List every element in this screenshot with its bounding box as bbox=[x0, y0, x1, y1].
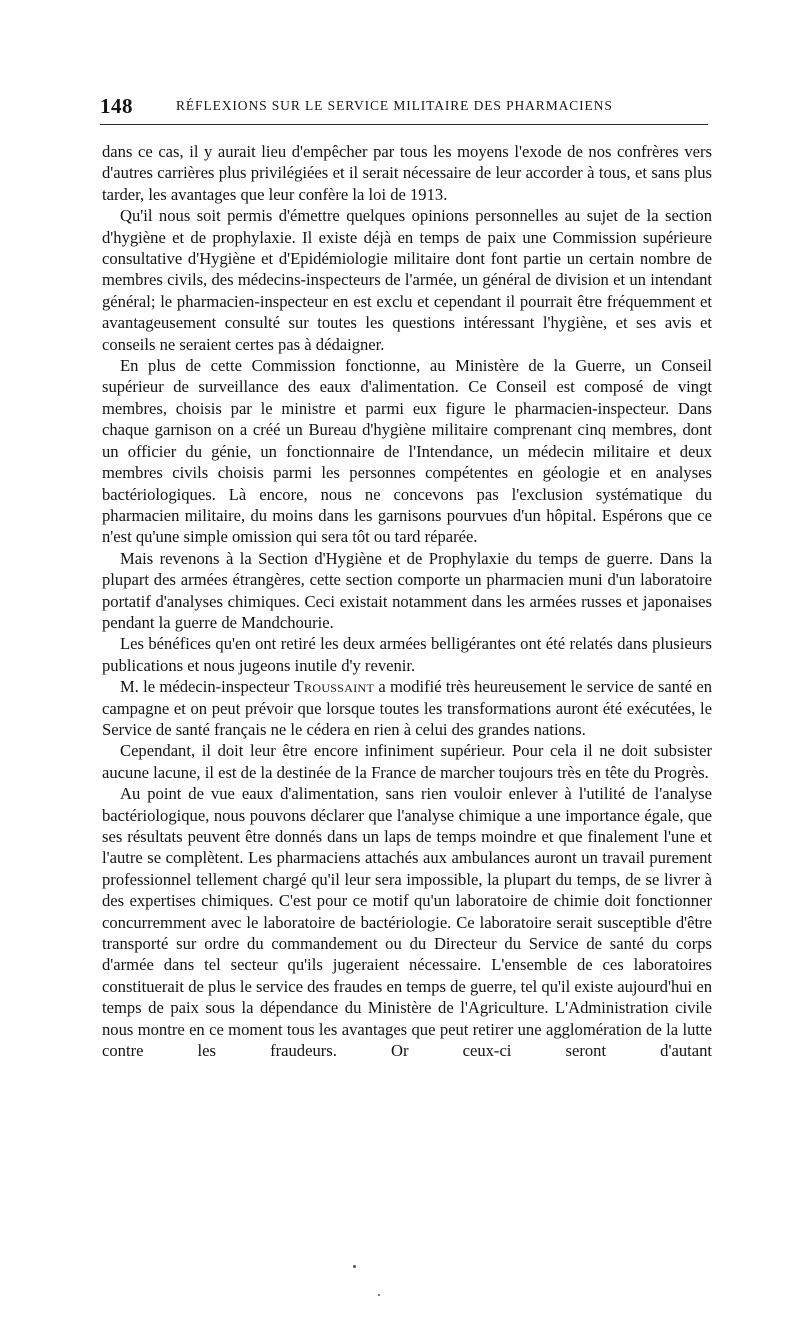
paragraph-troussaint bbox=[102, 676, 712, 740]
text-fragment: M. le médecin-inspecteur bbox=[120, 677, 294, 697]
print-speck bbox=[378, 1294, 380, 1296]
page-header bbox=[100, 94, 708, 120]
running-title: RÉFLEXIONS SUR LE SERVICE MILITAIRE DES PHARMACIENS bbox=[176, 98, 613, 113]
paragraph: Cependant, il doit leur être encore infiniment supérieur. Pour cela il ne doit subsister aucune lacune, il est de la destinée de la France de marcher toujours très en tête du Progrès. bbox=[102, 741, 712, 782]
paragraph: Au point de vue eaux d'alimentation, sans rien vouloir enlever à l'utilité de l'analyse bactériologique, nous pouvons déclarer que l'analyse chimique a une importance égale, que ses résultats peuvent être donnés dans un laps de temps moindre et que finalement l'une et l'autre se complètent. Les pharmaciens attachés aux ambulances auront un travail purement professionnel tellement chargé qu'il leur sera impossible, la plupart du temps, de se livrer à des expertises chimiques. C'est pour ce motif qu'un laboratoire de chimie doit fonctionner concurremment avec le laboratoire de bactériologie. Ce laboratoire serait susceptible d'être transporté sur ordre du commandement ou du Directeur du Service de santé du corps d'armée dans tel secteur qu'ils jugeraient nécessaire. L'ensemble de ces laboratoires constituerait de plus le service des fraudes en temps de guerre, tel qu'il existe aujourd'hui en temps de paix sous la dépendance du Ministère de l'Agriculture. L'Administration civile nous montre en ce moment tous les avantages que peut retirer une agglomération de la lutte contre les fraudeurs. Or ceux-ci seront d'autant bbox=[102, 784, 712, 1061]
paragraph: Qu'il nous soit permis d'émettre quelques opinions personnelles au sujet de la section d'hygiène et de prophylaxie. Il existe déjà en temps de paix une Commission supérieure consultative d'Hygiène et d'Epidémiologie militaire dont font partie un certain nombre de membres civils, des médecins-inspecteurs de l'armée, un général de division et un intendant général; le pharmacien-inspecteur en est exclu et cependant il pourrait être fréquemment et avantageusement consulté sur toutes les questions intéressant l'hygiène, et ses avis et conseils ne seraient certes pas à dédaigner. bbox=[102, 206, 712, 354]
paragraph: dans ce cas, il y aurait lieu d'empêcher par tous les moyens l'exode de nos confrères vers d'autres carrières plus privilégiées et il serait nécessaire de leur accorder à tous, et sans plus tarder, les avantages que leur confère la loi de 1913. bbox=[102, 142, 712, 204]
body-text bbox=[102, 141, 712, 1061]
page-number: 148 bbox=[100, 94, 133, 118]
paragraph: Mais revenons à la Section d'Hygiène et de Prophylaxie du temps de guerre. Dans la plupart des armées étrangères, cette section comporte un pharmacien muni d'un laboratoire portatif d'analyses chimiques. Ceci existait notamment dans les armées russes et japonaises pendant la guerre de Mandchourie. bbox=[102, 548, 712, 632]
paragraph: Les bénéfices qu'en ont retiré les deux armées belligérantes ont été relatés dans plusieurs publications et nous jugeons inutile d'y revenir. bbox=[102, 634, 712, 675]
header-rule bbox=[100, 124, 708, 125]
text-fragment: a modifié très heureusement le service de santé en campagne et on peut prévoir que lorsque toutes les transformations auront été exécutées, le Service de santé français ne le cédera en rien à celui des grandes nations. bbox=[102, 677, 712, 739]
person-name: Troussaint bbox=[293, 677, 375, 697]
print-speck bbox=[353, 1265, 356, 1268]
paragraph: En plus de cette Commission fonctionne, au Ministère de la Guerre, un Conseil supérieur de surveillance des eaux d'alimentation. Ce Conseil est composé de vingt membres, choisis par le ministre et parmi eux figure le pharmacien-inspecteur. Dans chaque garnison on a créé un Bureau d'hygiène militaire comprenant cinq membres, dont un officier du génie, un fonctionnaire de l'Intendance, un médecin militaire et deux membres civils choisis parmi les personnes compétentes en géologie et en analyses bactériologiques. Là encore, nous ne concevons pas l'exclusion systématique du pharmacien militaire, du moins dans les garnisons pourvues d'un hôpital. Espérons que ce n'est qu'une simple omission qui sera tôt ou tard réparée. bbox=[102, 356, 712, 547]
